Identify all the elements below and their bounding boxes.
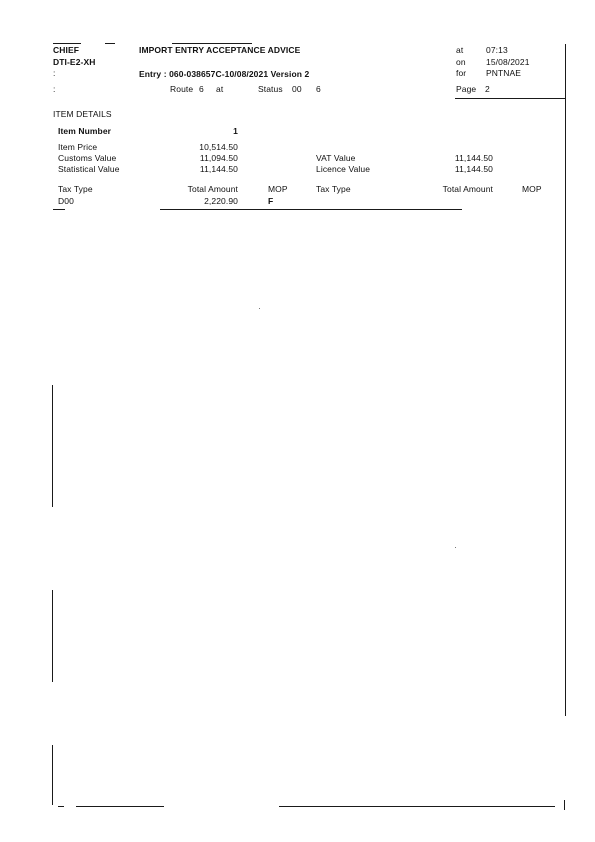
customs-value-value: 11,094.50 bbox=[199, 153, 238, 163]
licence-value-value: 11,144.50 bbox=[454, 164, 493, 174]
total-amount-header-left: Total Amount bbox=[187, 184, 238, 194]
date-value: 15/08/2021 bbox=[486, 57, 530, 67]
total-amount-header-right: Total Amount bbox=[442, 184, 493, 194]
date-label: on bbox=[456, 57, 466, 67]
system-name: CHIEF bbox=[53, 45, 79, 55]
left-margin-mark-2 bbox=[52, 590, 53, 682]
left-margin-mark-1 bbox=[52, 385, 53, 507]
route-value: 6 bbox=[199, 84, 204, 94]
speck-1 bbox=[259, 308, 260, 309]
mop-header-left: MOP bbox=[268, 184, 288, 194]
tax-row-mop: F bbox=[268, 196, 274, 206]
top-rule-mid bbox=[105, 43, 115, 44]
time-label: at bbox=[456, 45, 464, 55]
bottom-rule-left bbox=[76, 806, 164, 807]
left-margin-mark-3 bbox=[52, 745, 53, 805]
top-rule-left bbox=[53, 43, 81, 44]
time-value: 07:13 bbox=[486, 45, 508, 55]
tax-type-header-right: Tax Type bbox=[316, 184, 351, 194]
status-value-2: 6 bbox=[316, 84, 321, 94]
for-label: for bbox=[456, 68, 467, 78]
licence-value-label: Licence Value bbox=[316, 164, 371, 174]
page-value: 2 bbox=[485, 84, 490, 94]
right-border bbox=[565, 44, 566, 716]
route-label: Route bbox=[170, 84, 194, 94]
vat-value-value: 11,144.50 bbox=[454, 153, 493, 163]
statistical-value-label: Statistical Value bbox=[58, 164, 120, 174]
customs-value-label: Customs Value bbox=[58, 153, 117, 163]
header-marker-2: : bbox=[53, 84, 56, 94]
tax-table-bottom-rule-left bbox=[53, 209, 65, 210]
bottom-rule-right bbox=[279, 806, 555, 807]
item-price-value: 10,514.50 bbox=[199, 142, 238, 152]
for-value: PNTNAE bbox=[486, 68, 522, 78]
item-number-label: Item Number bbox=[58, 126, 112, 136]
route-at-fragment: at bbox=[216, 84, 224, 94]
tax-table-bottom-rule bbox=[160, 209, 462, 210]
header-separator-right bbox=[455, 98, 565, 99]
page-label: Page bbox=[456, 84, 477, 94]
bottom-rule-right-end bbox=[564, 800, 565, 810]
tax-type-header-left: Tax Type bbox=[58, 184, 93, 194]
top-rule-title bbox=[172, 43, 252, 44]
item-price-label: Item Price bbox=[58, 142, 98, 152]
bottom-rule-left-tick bbox=[58, 806, 64, 807]
status-label: Status bbox=[258, 84, 283, 94]
mop-header-right: MOP bbox=[522, 184, 542, 194]
header-marker: : bbox=[53, 68, 56, 78]
item-number-value: 1 bbox=[233, 126, 238, 136]
speck-2 bbox=[455, 547, 456, 548]
tax-row-tax-type: D00 bbox=[58, 196, 74, 206]
tax-row-total-amount: 2,220.90 bbox=[204, 196, 238, 206]
item-details-heading: ITEM DETAILS bbox=[53, 109, 112, 119]
statistical-value-value: 11,144.50 bbox=[199, 164, 238, 174]
status-value-1: 00 bbox=[292, 84, 302, 94]
document-title: IMPORT ENTRY ACCEPTANCE ADVICE bbox=[139, 45, 301, 55]
entry-line: Entry : 060-038657C-10/08/2021 Version 2 bbox=[139, 69, 310, 79]
vat-value-label: VAT Value bbox=[316, 153, 356, 163]
system-code: DTI-E2-XH bbox=[53, 57, 96, 67]
